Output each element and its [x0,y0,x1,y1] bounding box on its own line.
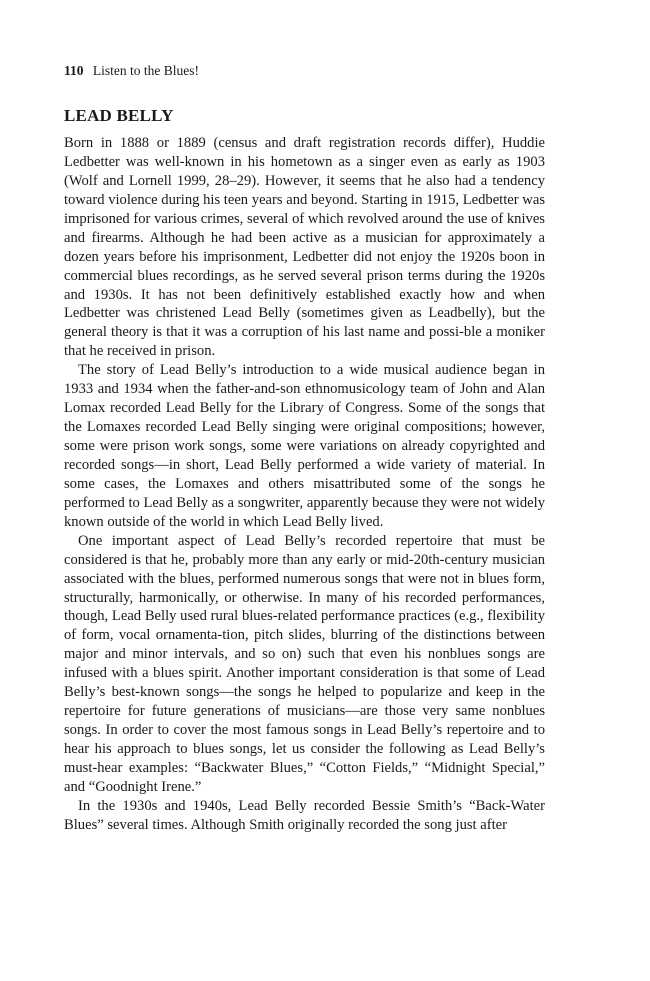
page-number: 110 [64,63,84,78]
paragraph-1: Born in 1888 or 1889 (census and draft registration records differ), Huddie Ledbetter was well-known in his hometown as a singer even as early as 1903 (Wolf and Lornell 1999, 28–29). However, it seems that he also had a tendency toward violence during his teen years and beyond. Starting in 1915, Ledbetter was imprisoned for various crimes, several of which revolved around the use of knives and firearms. Although he had been active as a musician for approximately a dozen years before his imprisonment, Ledbetter did not enjoy the 1920s boon in commercial blues recordings, as he served several prison terms during the 1920s and 1930s. It has not been definitively established exactly how and when Ledbetter was christened Lead Belly (sometimes given as Leadbelly), but the general theory is that it was a corruption of his last name and possi-ble a moniker that he received in prison. [64,135,545,360]
body-text [64,134,545,835]
running-header [64,63,199,79]
paragraph-3: One important aspect of Lead Belly’s recorded repertoire that must be considered is that he, probably more than any early or mid-20th-century musician associated with the blues, performed numerous songs that were not in blues form, structurally, harmonically, or otherwise. In many of his recorded performances, though, Lead Belly used rural blues-related performance practices (e.g., flexibility of form, vocal ornamenta-tion, pitch slides, blurring of the distinctions between major and minor intervals, and so on) such that even his nonblues songs are infused with a blues spirit. Another important consideration is that some of Lead Belly’s best-known songs—the songs he helped to popularize and keep in the repertoire for future generations of musicians—are those very same nonblues songs. In order to cover the most famous songs in Lead Belly’s repertoire and to hear his approach to blues songs, let us consider the following as Lead Belly’s must-hear examples: “Backwater Blues,” “Cotton Fields,” “Midnight Special,” and “Goodnight Irene.” [64,532,545,795]
section-heading: LEAD BELLY [64,106,174,125]
paragraph-4: In the 1930s and 1940s, Lead Belly recorded Bessie Smith’s “Back-Water Blues” several times. Although Smith originally recorded the song just after [64,797,545,833]
running-title: Listen to the Blues! [92,63,199,78]
paragraph-2: The story of Lead Belly’s introduction to a wide musical audience began in 1933 and 1934 when the father-and-son ethnomusicology team of John and Alan Lomax recorded Lead Belly for the Library of Congress. Some of the songs that the Lomaxes recorded Lead Belly singing were original compositions; however, some were prison work songs, some were variations on already copyrighted and recorded songs—in short, Lead Belly performed a wide variety of material. In some cases, the Lomaxes and others misattributed some of the songs he performed to Lead Belly as a songwriter, apparently because they were not widely known outside of the world in which Lead Belly lived. [64,362,545,530]
